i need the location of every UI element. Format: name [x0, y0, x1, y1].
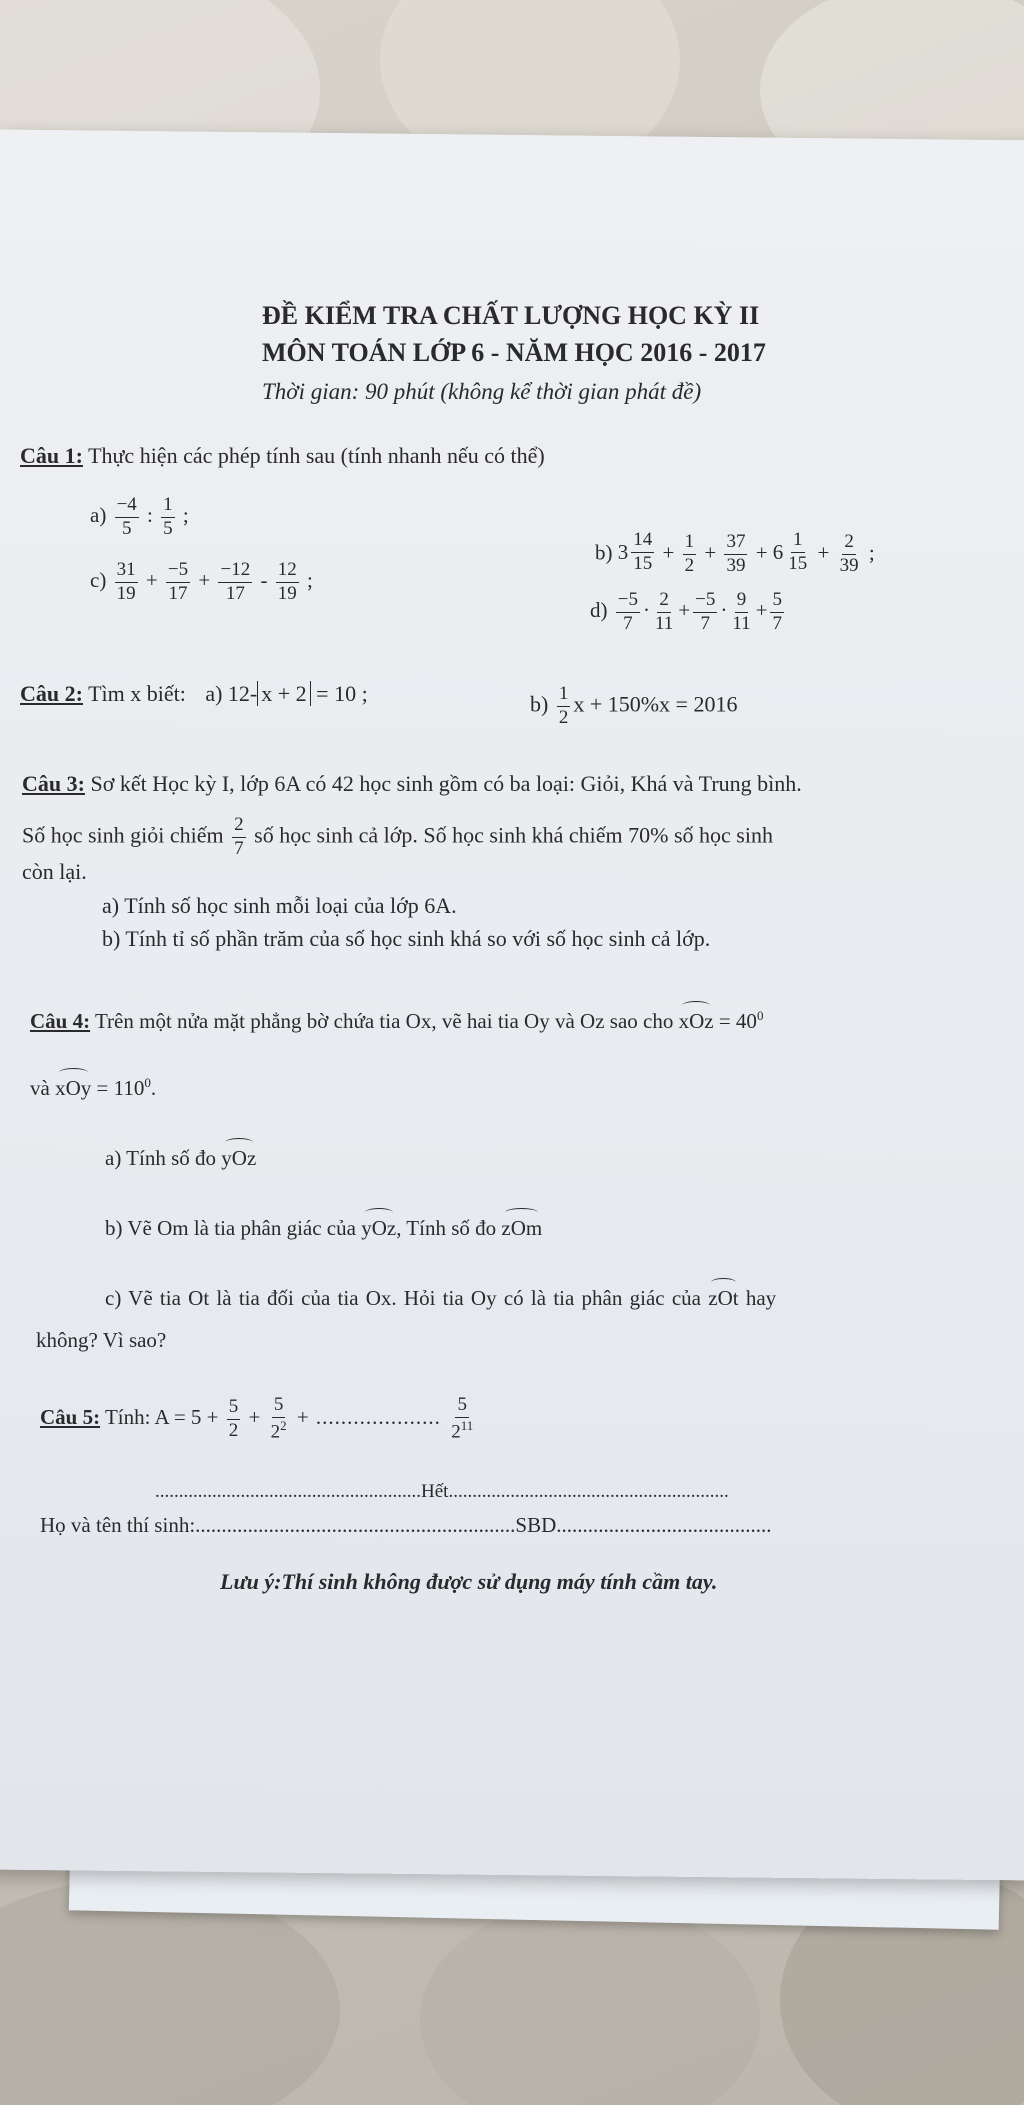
- absolute-value: x + 2: [257, 681, 310, 706]
- cau3-line3: còn lại.: [22, 859, 87, 884]
- exam-subtitle: MÔN TOÁN LỚP 6 - NĂM HỌC 2016 - 2017: [262, 338, 766, 367]
- terminator: ;: [182, 503, 189, 528]
- cau1-c: c) $\frac{31}{19}$ + $\frac{-5}{17}$ + $\frac{-12}{17}$ - $\frac{12}{19}$ ;: [90, 559, 313, 604]
- cau5-label: Câu 5:: [40, 1404, 101, 1429]
- cau1-a-tag: a): [90, 503, 107, 528]
- fraction: 14 15: [633, 529, 653, 574]
- fraction: $\frac{2}{7}$: [234, 814, 244, 859]
- cau4-a: a) Tính số đo yOz: [105, 1146, 257, 1170]
- fraction: $\frac{5}{2^2}$: [270, 1394, 287, 1443]
- operator: :: [147, 503, 153, 528]
- candidate-info: Họ và tên thí sinh:.............................................................SBD.........................................: [40, 1513, 772, 1537]
- fraction: $\frac{-5}{7}$: [695, 589, 716, 634]
- cau3-b: b) Tính tỉ số phần trăm của số học sinh khá so với số học sinh cả lớp.: [102, 926, 711, 951]
- cau1-c-tag: c): [90, 568, 107, 593]
- fraction: 1 15: [788, 529, 808, 574]
- cau2-b: b) $\frac{1}{2}$ x + 150%x = 2016: [530, 683, 738, 728]
- cau3-label: Câu 3:: [22, 771, 85, 796]
- cau2-a-tag: a): [205, 681, 223, 706]
- cau4-line2: và xOy = $110^0$.: [30, 1075, 157, 1100]
- cau1-d-tag: d): [590, 598, 608, 623]
- cau5: Câu 5: Tính: A = 5 + $\frac{5}{2}$ + $\frac{5}{2^2}$ + .................... $\frac{5}{2^{11}}$: [40, 1394, 474, 1443]
- angle: yOz: [361, 1216, 397, 1240]
- fraction: $\frac{-12}{17}$: [220, 559, 251, 604]
- cau2-b-tag: b): [530, 691, 549, 717]
- cau1-b: b) 3 14 15 + $\frac{1}{2}$ + $\frac{37}{39}$ + 6 1 15 + $\frac{2}{39}$ ;: [595, 529, 875, 576]
- cau4-label: Câu 4:: [30, 1009, 91, 1033]
- fraction: $\frac{5}{2}$: [228, 1395, 239, 1441]
- cau3-line1: Câu 3: Sơ kết Học kỳ I, lớp 6A có 42 học sinh gồm có ba loại: Giỏi, Khá và Trung bình.: [22, 771, 802, 796]
- fraction: $\frac{2}{39}$: [839, 531, 859, 576]
- fraction: $\frac{31}{19}$: [116, 559, 136, 604]
- angle: xOy: [55, 1076, 92, 1100]
- fraction: $\frac{2}{11}$: [654, 589, 674, 634]
- exam-duration: Thời gian: 90 phút (không kể thời gian phát đề): [262, 379, 702, 404]
- fraction: $\frac{-5}{17}$: [167, 559, 189, 604]
- cau1-d: d) $\frac{-5}{7}$ · $\frac{2}{11}$ + $\frac{-5}{7}$ · $\frac{9}{11}$ + $\frac{5}{7}$: [590, 589, 782, 634]
- angle: xOz: [678, 1009, 714, 1033]
- cau2-label: Câu 2:: [20, 681, 83, 706]
- fraction: $\frac{5}{7}$: [772, 589, 782, 634]
- fraction: $\frac{12}{19}$: [277, 559, 297, 604]
- fraction: $\frac{37}{39}$: [726, 531, 746, 576]
- cau4-b: b) Vẽ Om là tia phân giác của yOz, Tính số đo zOm: [105, 1216, 543, 1240]
- cau4-c-line2: không? Vì sao?: [36, 1328, 167, 1352]
- cau4-line1: Câu 4: Trên một nửa mặt phẳng bờ chứa tia Ox, vẽ hai tia Oy và Oz sao cho xOz = $40^0$: [30, 1008, 764, 1033]
- cau1-a: [90, 495, 189, 540]
- fraction: $\frac{1}{2}$: [684, 531, 695, 576]
- fraction: $\frac{5}{2^{11}}$: [451, 1394, 474, 1443]
- cau2-prompt: Tìm x biết:: [88, 681, 186, 706]
- exam-title: ĐỀ KIỂM TRA CHẤT LƯỢNG HỌC KỲ II: [262, 301, 760, 330]
- end-line: ........................................................Hết...........................................................: [155, 1481, 729, 1502]
- angle: yOz: [221, 1146, 257, 1170]
- cau4-c: c) Vẽ tia Ot là tia đối của tia Ox. Hỏi tia Oy có là tia phân giác của zOt hay: [105, 1286, 777, 1310]
- fraction: $\frac{9}{11}$: [732, 589, 751, 634]
- cau3-a: a) Tính số học sinh mỗi loại của lớp 6A.: [102, 893, 457, 918]
- exam-note: Lưu ý:Thí sinh không được sử dụng máy tính cầm tay.: [220, 1569, 718, 1594]
- cau1-b-tag: b): [595, 540, 613, 565]
- end-label: Hết: [421, 1481, 449, 1502]
- fraction: $\frac{1}{5}$: [163, 494, 173, 539]
- cau1-prompt: Thực hiện các phép tính sau (tính nhanh nếu có thể): [88, 443, 545, 468]
- cau2-heading: Câu 2: Tìm x biết: a) 12- x + 2 = 10 ;: [20, 681, 368, 706]
- angle: zOt: [708, 1286, 739, 1310]
- cau3-line2: Số học sinh giỏi chiếm $\frac{2}{7}$ số học sinh cả lớp. Số học sinh khá chiếm 70% số học sinh: [22, 814, 773, 859]
- angle: zOm: [501, 1216, 543, 1240]
- cau1-label: Câu 1:: [20, 443, 83, 468]
- fraction: $\frac{1}{2}$: [558, 683, 569, 728]
- cau1-heading: [20, 442, 545, 470]
- fraction: $\frac{-4}{5}$: [116, 494, 137, 539]
- fraction: $\frac{-5}{7}$: [617, 589, 638, 634]
